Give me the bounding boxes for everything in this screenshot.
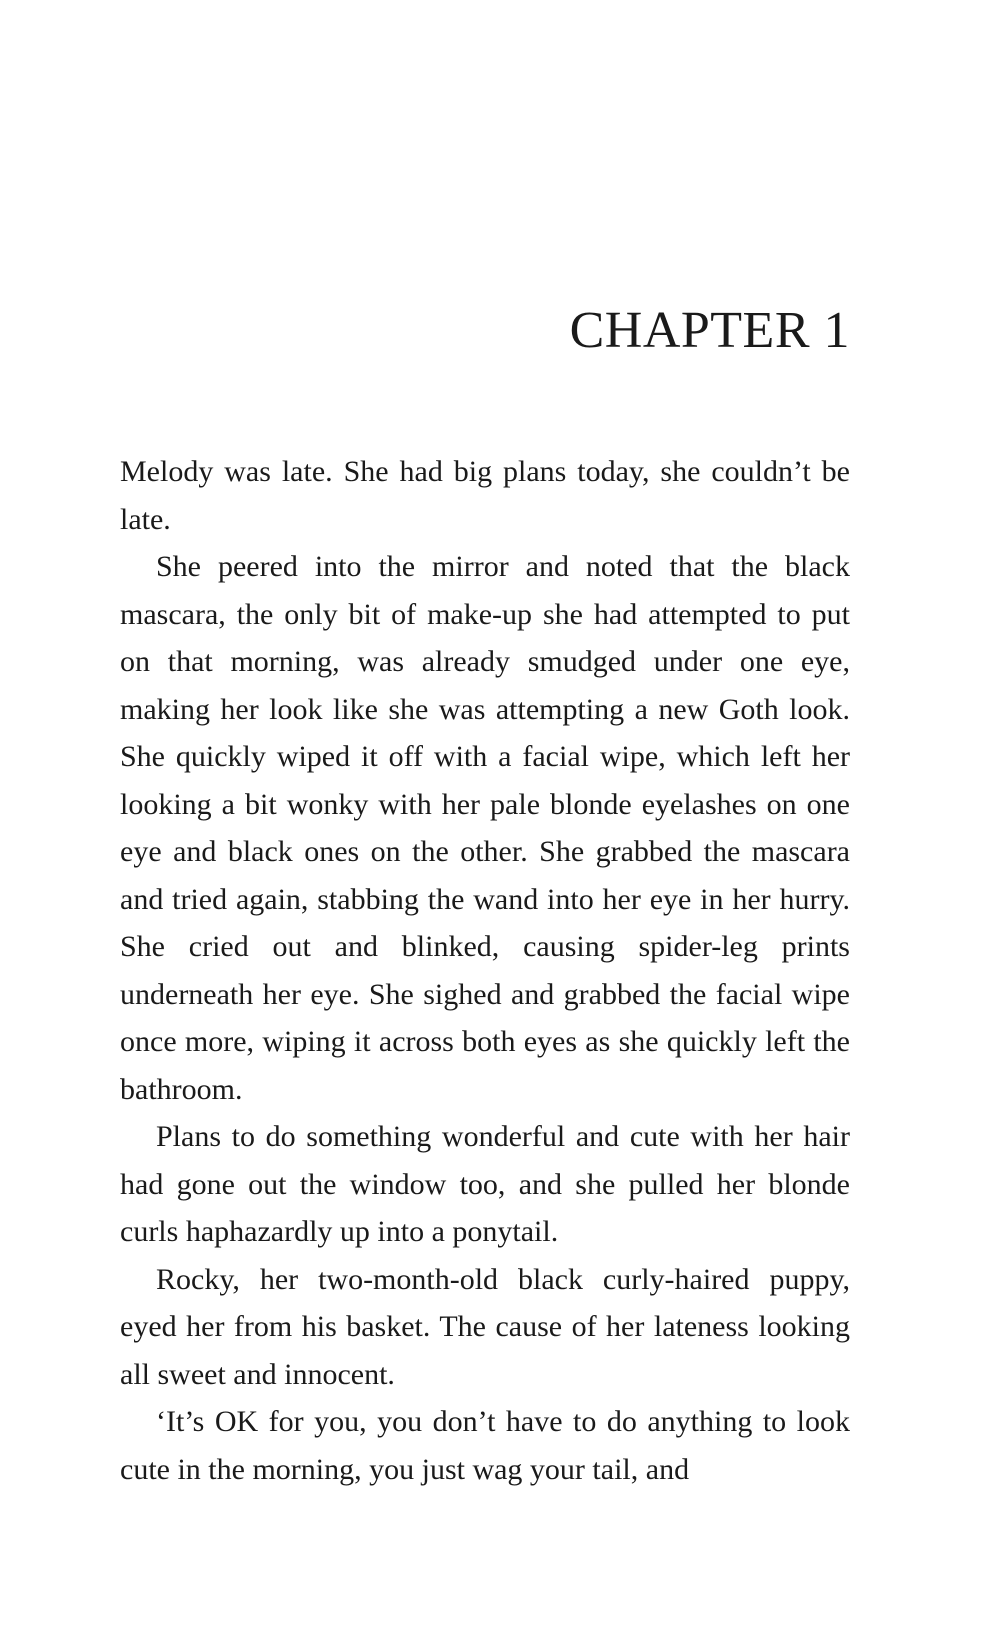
paragraph: Rocky, her two-month-old black curly-haired puppy, eyed her from his basket. The cause of her lateness looking all sweet and innocent. bbox=[120, 1262, 850, 1391]
paragraph: She peered into the mirror and noted that the black mascara, the only bit of make-up she had attempted to put on that morning, was already smudged under one eye, making her look like she was attempting a new Goth look. She quickly wiped it off with a facial wipe, which left her looking a bit wonky with her pale blonde eyelashes on one eye and black ones on the other. She grabbed the mascara and tried again, stabbing the wand into her eye in her hurry. She cried out and blinked, causing spider-leg prints underneath her eye. She sighed and grabbed the facial wipe once more, wiping it across both eyes as she quickly left the bathroom. bbox=[120, 550, 850, 1106]
chapter-body bbox=[120, 448, 850, 1493]
paragraph: Melody was late. She had big plans today, she couldn’t be late. bbox=[120, 455, 850, 536]
paragraph: Plans to do something wonderful and cute with her hair had gone out the window too, and she pulled her blonde curls haphazardly up into a ponytail. bbox=[120, 1120, 850, 1248]
chapter-heading: CHAPTER 1 bbox=[569, 302, 850, 359]
paragraph: ‘It’s OK for you, you don’t have to do anything to look cute in the morning, you just wag your tail, and bbox=[120, 1405, 850, 1486]
